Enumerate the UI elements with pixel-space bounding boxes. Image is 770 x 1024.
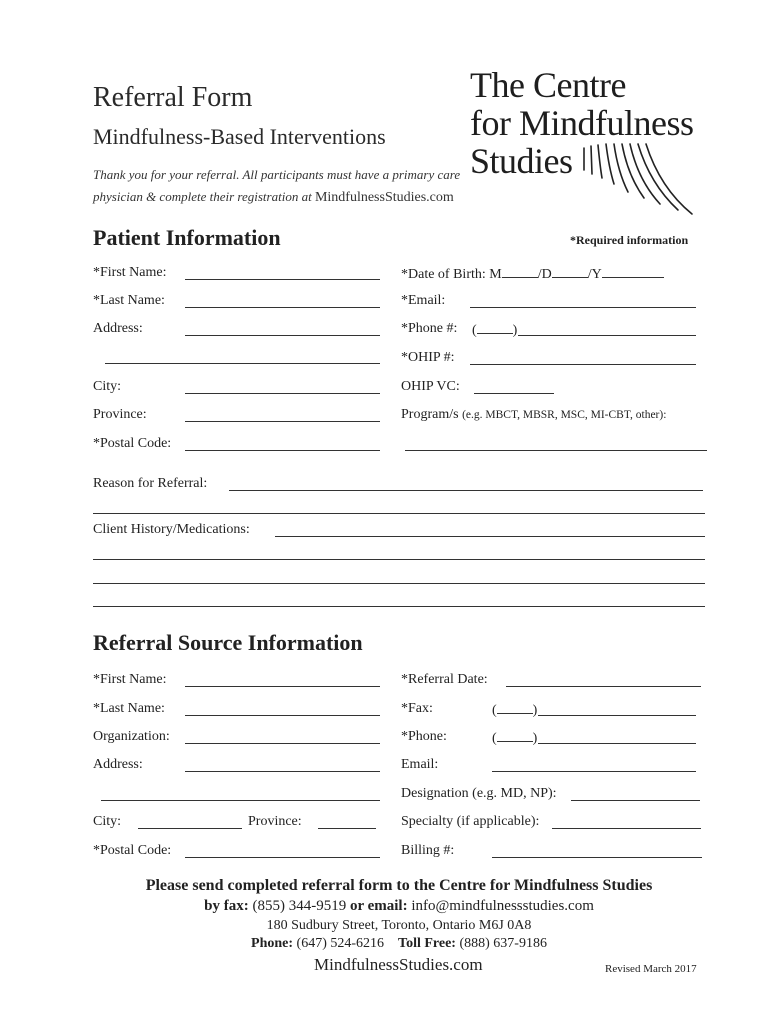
source-province-field[interactable] <box>318 828 376 829</box>
patient-phone-area-field[interactable] <box>477 321 513 334</box>
patient-email-field[interactable] <box>470 307 696 308</box>
programs-text: Program/s <box>401 407 459 422</box>
patient-ohip-vc-label: OHIP VC: <box>401 379 460 394</box>
logo-line-1: The Centre <box>470 65 626 105</box>
source-specialty-field[interactable] <box>552 828 701 829</box>
source-organization-field[interactable] <box>185 743 380 744</box>
source-fax-label: *Fax: <box>401 701 433 716</box>
phone-paren-open-2: ( <box>492 731 497 746</box>
source-last-name-label: *Last Name: <box>93 701 165 716</box>
logo-ripple-icon <box>578 140 698 216</box>
history-field[interactable] <box>275 536 705 537</box>
patient-ohip-field[interactable] <box>470 364 696 365</box>
source-fax-area <box>492 701 537 719</box>
source-email-field[interactable] <box>492 771 696 772</box>
source-referral-date-field[interactable] <box>506 686 701 687</box>
send-instructions: Please send completed referral form to the Centre for Mindfulness Studies <box>145 877 653 894</box>
phone-paren-open: ( <box>472 323 477 338</box>
intro-line-2 <box>93 186 460 209</box>
patient-programs-label <box>401 407 666 423</box>
contact-email-link[interactable]: info@mindfulnessstudies.com <box>411 898 594 914</box>
source-phone-area-field[interactable] <box>497 729 533 742</box>
patient-first-name-label: *First Name: <box>93 265 167 280</box>
source-designation-field[interactable] <box>571 800 700 801</box>
source-billing-field[interactable] <box>492 857 702 858</box>
website-link[interactable]: MindfulnessStudies.com <box>314 955 483 974</box>
dob-label: *Date of Birth: M <box>401 267 502 282</box>
patient-dob-row <box>401 265 664 283</box>
toll-free-label: Toll Free: <box>398 936 456 951</box>
patient-address-field-2[interactable] <box>105 363 380 364</box>
source-fax-area-field[interactable] <box>497 701 533 714</box>
dob-month-field[interactable] <box>502 265 538 278</box>
toll-free-number: (888) 637-9186 <box>459 936 547 951</box>
or-email-label: or email: <box>349 898 408 914</box>
source-city-field[interactable] <box>138 828 242 829</box>
referral-source-heading: Referral Source Information <box>93 630 363 655</box>
required-note: *Required information <box>570 233 689 247</box>
source-address-label: Address: <box>93 757 143 772</box>
patient-programs-field[interactable] <box>405 450 707 451</box>
history-field-2[interactable] <box>93 559 705 560</box>
patient-province-label: Province: <box>93 407 147 422</box>
fax-email-line <box>0 898 770 915</box>
source-province-label: Province: <box>248 814 302 829</box>
patient-ohip-vc-field[interactable] <box>474 393 554 394</box>
patient-info-heading: Patient Information <box>93 225 281 250</box>
source-city-label: City: <box>93 814 122 829</box>
patient-ohip-label: *OHIP #: <box>401 350 455 365</box>
intro-text <box>93 164 460 209</box>
source-postal-code-field[interactable] <box>185 857 380 858</box>
dob-year-label: /Y <box>587 267 602 282</box>
patient-phone-area <box>472 321 517 339</box>
patient-first-name-field[interactable] <box>185 279 380 280</box>
source-phone-label: *Phone: <box>401 729 447 744</box>
fax-paren-open: ( <box>492 703 497 718</box>
phone-paren-close: ) <box>512 323 518 338</box>
phone-line <box>0 936 770 952</box>
source-organization-label: Organization: <box>93 729 170 744</box>
source-address-field[interactable] <box>185 771 380 772</box>
phone-label: Phone: <box>251 936 294 951</box>
programs-hint: (e.g. MBCT, MBSR, MSC, MI-CBT, other): <box>462 409 667 421</box>
history-field-4[interactable] <box>93 606 705 607</box>
logo-line-2: for Mindfulness <box>470 103 694 143</box>
source-specialty-label: Specialty (if applicable): <box>401 814 540 829</box>
source-referral-date-label: *Referral Date: <box>401 672 488 687</box>
patient-city-label: City: <box>93 379 122 394</box>
source-phone-field[interactable] <box>538 743 696 744</box>
source-address-field-2[interactable] <box>101 800 380 801</box>
phone-paren-close-2: ) <box>532 731 538 746</box>
reason-field-2[interactable] <box>93 513 705 514</box>
patient-province-field[interactable] <box>185 421 380 422</box>
source-phone-area <box>492 729 537 747</box>
patient-last-name-field[interactable] <box>185 307 380 308</box>
intro-line-1: Thank you for your referral. All participants must have a primary care <box>93 167 461 182</box>
source-billing-label: Billing #: <box>401 843 455 858</box>
patient-phone-label: *Phone #: <box>401 321 458 336</box>
source-first-name-field[interactable] <box>185 686 380 687</box>
form-title: Referral Form <box>93 82 253 113</box>
dob-day-label: /D <box>537 267 552 282</box>
patient-city-field[interactable] <box>185 393 380 394</box>
mailing-address: 180 Sudbury Street, Toronto, Ontario M6J 0A8 <box>266 918 532 933</box>
logo-line-3: Studies <box>470 141 573 181</box>
source-designation-label: Designation (e.g. MD, NP): <box>401 786 557 801</box>
patient-address-field[interactable] <box>185 335 380 336</box>
form-subtitle: Mindfulness-Based Interventions <box>93 124 386 149</box>
phone-number: (647) 524-6216 <box>296 936 385 951</box>
patient-address-label: Address: <box>93 321 143 336</box>
fax-number: (855) 344-9519 <box>252 898 347 914</box>
patient-postal-code-label: *Postal Code: <box>93 436 172 451</box>
patient-postal-code-field[interactable] <box>185 450 380 451</box>
source-postal-code-label: *Postal Code: <box>93 843 172 858</box>
reason-label: Reason for Referral: <box>93 476 208 491</box>
source-last-name-field[interactable] <box>185 715 380 716</box>
history-field-3[interactable] <box>93 583 705 584</box>
dob-day-field[interactable] <box>552 265 588 278</box>
intro-site-link[interactable]: MindfulnessStudies.com <box>314 190 454 205</box>
revised-date: Revised March 2017 <box>605 963 697 975</box>
source-email-label: Email: <box>401 757 439 772</box>
intro-line-2-text: physician & complete their registration at <box>93 189 312 204</box>
patient-phone-field[interactable] <box>518 335 696 336</box>
by-fax-label: by fax: <box>204 898 249 914</box>
source-fax-field[interactable] <box>538 715 696 716</box>
source-first-name-label: *First Name: <box>93 672 167 687</box>
patient-last-name-label: *Last Name: <box>93 293 165 308</box>
history-label: Client History/Medications: <box>93 522 250 537</box>
fax-paren-close: ) <box>532 703 538 718</box>
dob-year-field[interactable] <box>602 265 664 278</box>
reason-field[interactable] <box>229 490 703 491</box>
patient-email-label: *Email: <box>401 293 446 308</box>
